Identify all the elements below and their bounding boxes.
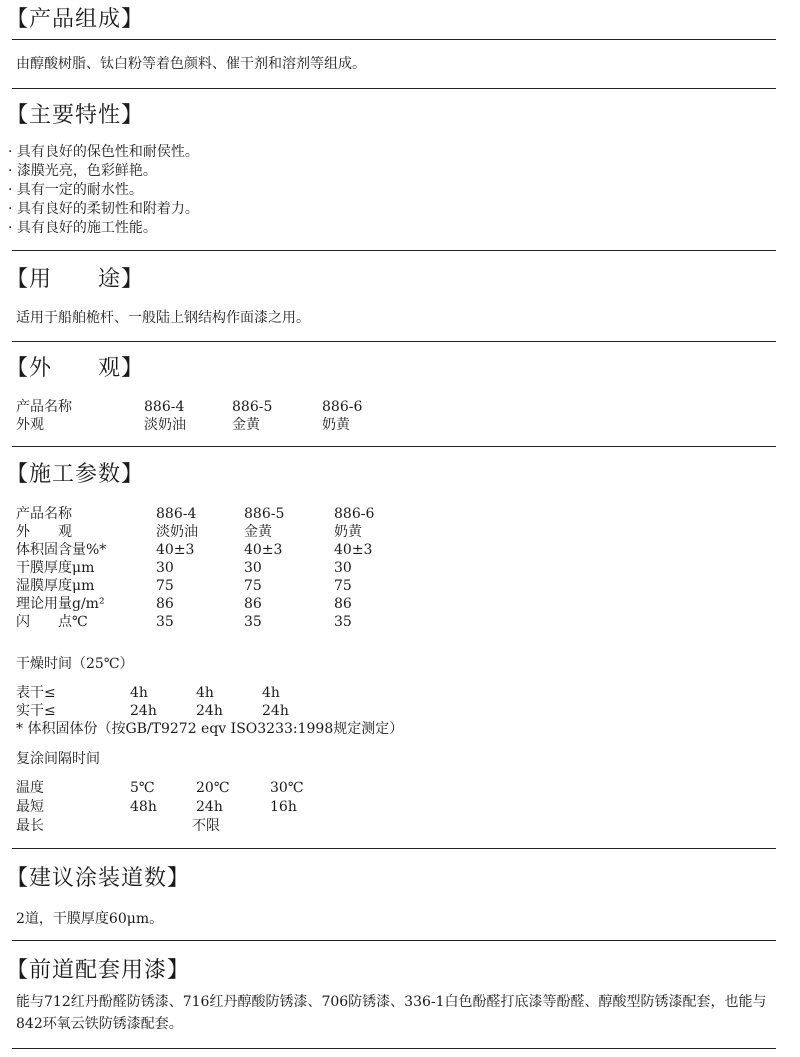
row-label: 湿膜厚度μm	[16, 578, 95, 594]
row-label: 产品名称	[16, 399, 72, 415]
row-label: 温度	[16, 780, 44, 796]
cell: 4h	[130, 685, 148, 701]
property-item: · 漆膜光亮，色彩鲜艳。	[8, 163, 157, 179]
section-title-composition: 【产品组成】	[6, 7, 145, 32]
divider	[12, 250, 776, 251]
cell: 86	[244, 596, 262, 612]
cell: 不限	[192, 818, 220, 834]
divider	[12, 940, 776, 941]
cell: 淡奶油	[156, 524, 198, 540]
cell: 35	[156, 614, 174, 630]
recoat-heading: 复涂间隔时间	[16, 751, 100, 767]
cell: 75	[334, 578, 352, 594]
row-label: 最短	[16, 799, 44, 815]
cell: 奶黄	[334, 524, 362, 540]
row-label: 干膜厚度μm	[16, 560, 95, 576]
coats-text: 2道，干膜厚度60μm。	[16, 911, 164, 927]
property-item: · 具有良好的保色性和耐侯性。	[8, 144, 199, 160]
cell: 24h	[196, 703, 223, 719]
cell: 5℃	[130, 780, 155, 796]
divider	[12, 39, 776, 40]
cell: 86	[156, 596, 174, 612]
cell: 86	[334, 596, 352, 612]
section-title-appearance: 【外 观】	[6, 356, 145, 381]
property-item: · 具有一定的耐水性。	[8, 182, 143, 198]
usage-text: 适用于船舶桅杆、一般陆上钢结构作面漆之用。	[16, 310, 310, 326]
cell: 24h	[130, 703, 157, 719]
cell: 24h	[196, 799, 223, 815]
drying-time-heading: 干燥时间（25℃）	[16, 656, 134, 672]
section-title-application-params: 【施工参数】	[6, 462, 145, 487]
cell: 30	[334, 560, 352, 576]
cell: 16h	[270, 799, 297, 815]
section-title-usage: 【用 途】	[6, 267, 145, 292]
footnote: * 体积固体份（按GB/T9272 eqv ISO3233:1998规定测定）	[16, 721, 404, 737]
row-label: 产品名称	[16, 506, 72, 522]
row-label: 最长	[16, 818, 44, 834]
cell: 48h	[130, 799, 157, 815]
cell: 30	[156, 560, 174, 576]
section-title-properties: 【主要特性】	[6, 103, 145, 128]
divider	[12, 341, 776, 342]
cell: 886-6	[322, 399, 363, 415]
cell: 40±3	[244, 542, 283, 558]
cell: 886-6	[334, 506, 375, 522]
property-item: · 具有良好的柔韧性和附着力。	[8, 201, 199, 217]
cell: 886-5	[244, 506, 285, 522]
cell: 24h	[262, 703, 289, 719]
cell: 75	[244, 578, 262, 594]
cell: 金黄	[232, 417, 260, 433]
row-label: 外 观	[16, 524, 72, 540]
cell: 40±3	[156, 542, 195, 558]
cell: 35	[244, 614, 262, 630]
cell: 奶黄	[322, 417, 350, 433]
property-item: · 具有良好的施工性能。	[8, 220, 157, 236]
divider	[12, 1048, 776, 1049]
row-label: 体积固含量%*	[16, 542, 107, 558]
cell: 20℃	[196, 780, 230, 796]
cell: 4h	[196, 685, 214, 701]
row-label: 闪 点℃	[16, 614, 88, 630]
cell: 886-4	[156, 506, 197, 522]
cell: 886-4	[144, 399, 185, 415]
divider	[12, 848, 776, 849]
divider	[12, 88, 776, 89]
cell: 淡奶油	[144, 417, 186, 433]
divider	[12, 446, 776, 447]
cell: 4h	[262, 685, 280, 701]
cell: 35	[334, 614, 352, 630]
cell: 75	[156, 578, 174, 594]
cell: 40±3	[334, 542, 373, 558]
row-label: 外观	[16, 417, 44, 433]
composition-text: 由醇酸树脂、钛白粉等着色颜料、催干剂和溶剂等组成。	[16, 56, 366, 72]
cell: 886-5	[232, 399, 273, 415]
primer-text: 能与712红丹酚醛防锈漆、716红丹醇酸防锈漆、706防锈漆、336-1白色酚醛打底漆等酚醛、醇酸型防锈漆配套，也能与842环氧云铁防锈漆配套。	[16, 994, 767, 1032]
row-label: 理论用量g/m²	[16, 596, 105, 612]
cell: 30	[244, 560, 262, 576]
row-label: 表干≤	[16, 685, 56, 701]
section-title-coats: 【建议涂装道数】	[6, 866, 191, 891]
cell: 金黄	[244, 524, 272, 540]
cell: 30℃	[270, 780, 304, 796]
section-title-primer: 【前道配套用漆】	[6, 958, 191, 983]
row-label: 实干≤	[16, 703, 56, 719]
